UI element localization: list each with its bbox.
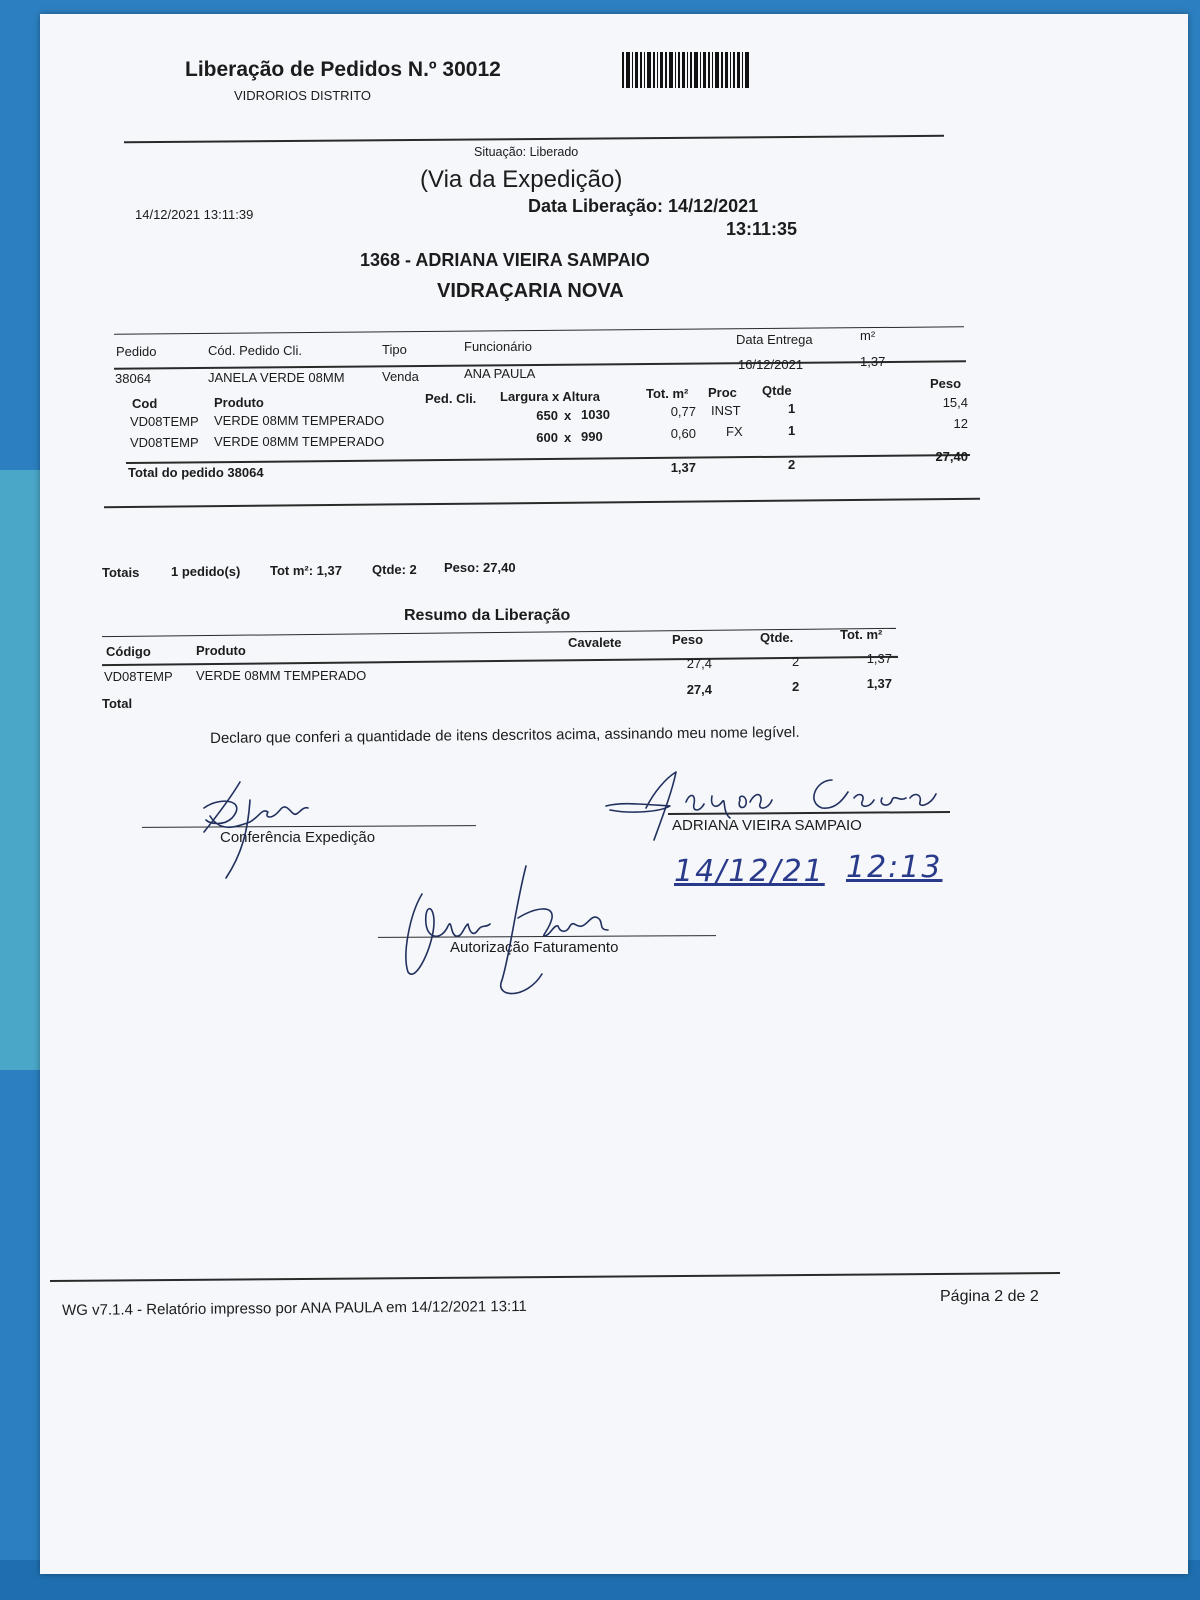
cliente-signature: [600, 762, 960, 852]
order-table-top-line: [114, 326, 964, 334]
col-pedido: Pedido: [116, 344, 157, 359]
order-m2: 1,37: [860, 354, 886, 369]
item-1-peso: 15,4: [942, 395, 968, 410]
summary-title: Resumo da Liberação: [404, 607, 571, 624]
col-cavalete: Cavalete: [568, 635, 622, 650]
item-2-tot-m2: 0,60: [670, 426, 696, 441]
col-produto: Produto: [214, 395, 264, 410]
order-total-qtde: 2: [788, 457, 796, 472]
footer-divider: [50, 1272, 1060, 1282]
summary-total-peso: 27,4: [686, 682, 712, 697]
item-1-qtde: 1: [788, 401, 796, 416]
col-cod: Cod: [132, 396, 158, 411]
summary-total-tot-m2: 1,37: [866, 676, 892, 691]
situation-label: Situação: Liberado: [474, 145, 579, 159]
order-employee: ANA PAULA: [464, 366, 536, 381]
autorizacao-label: Autorização Faturamento: [450, 939, 619, 956]
summary-row-produto: VERDE 08MM TEMPERADO: [196, 668, 367, 683]
page-number: Página 2 de 2: [940, 1288, 1039, 1305]
summary-total-qtde: 2: [792, 679, 800, 694]
summary-total-label: Total: [102, 696, 133, 711]
col-codigo: Código: [106, 644, 151, 659]
summary-row-peso: 27,4: [686, 656, 712, 671]
col-tot-m2: Tot. m²: [646, 386, 689, 401]
item-1-largura: 650: [536, 408, 558, 423]
handwritten-date: 14/12/21: [674, 854, 825, 889]
totals-qtde: Qtde: 2: [372, 562, 417, 577]
item-1-altura: 1030: [581, 407, 610, 422]
autorizacao-signature: [394, 864, 654, 1014]
document-title: Liberação de Pedidos N.º 30012: [185, 58, 501, 81]
item-1-x: x: [564, 408, 572, 423]
item-2-altura: 990: [581, 429, 603, 444]
item-1-tot-m2: 0,77: [670, 404, 696, 419]
order-type: Venda: [382, 369, 419, 384]
summary-row-codigo: VD08TEMP: [104, 669, 173, 684]
order-header-line: [114, 360, 966, 369]
col-tipo: Tipo: [382, 342, 407, 357]
item-1-produto: VERDE 08MM TEMPERADO: [214, 413, 385, 428]
col-summary-peso: Peso: [672, 632, 704, 647]
item-1-cod: VD08TEMP: [130, 414, 199, 429]
item-2-largura: 600: [536, 430, 558, 445]
item-2-qtde: 1: [788, 423, 796, 438]
col-cod-pedido-cli: Cód. Pedido Cli.: [208, 343, 302, 358]
col-data-entrega: Data Entrega: [736, 332, 813, 347]
order-total-label: Total do pedido 38064: [128, 465, 264, 480]
totals-peso: Peso: 27,40: [444, 560, 516, 575]
conferencia-signature: [190, 770, 330, 890]
col-summary-produto: Produto: [196, 643, 246, 658]
summary-row-tot-m2: 1,37: [866, 651, 892, 666]
handwritten-time: 12:13: [846, 850, 943, 885]
release-date: Data Liberação: 14/12/2021: [528, 196, 759, 216]
col-summary-qtde: Qtde.: [760, 630, 794, 645]
item-2-x: x: [564, 430, 572, 445]
totals-m2: Tot m²: 1,37: [270, 563, 342, 578]
totals-pedidos: 1 pedido(s): [171, 564, 241, 579]
client-company: VIDRAÇARIA NOVA: [437, 280, 624, 302]
col-funcionario: Funcionário: [464, 339, 532, 354]
totals-label: Totais: [102, 565, 140, 580]
copy-label: (Via da Expedição): [420, 166, 623, 193]
col-qtde: Qtde: [762, 383, 792, 398]
printed-datetime: 14/12/2021 13:11:39: [135, 207, 254, 222]
order-total-line: [126, 454, 970, 464]
barcode-icon: [622, 52, 764, 88]
declaration-text: Declaro que conferi a quantidade de itens descritos acima, assinando meu nome legível.: [210, 723, 800, 747]
order-number: 38064: [115, 371, 152, 386]
item-2-proc: FX: [726, 424, 743, 439]
document-page: [40, 14, 1188, 1574]
col-largura-altura: Largura x Altura: [500, 389, 600, 404]
col-summary-tot-m2: Tot. m²: [840, 627, 883, 642]
col-proc: Proc: [708, 385, 737, 400]
item-1-proc: INST: [711, 403, 741, 418]
client-name: 1368 - ADRIANA VIEIRA SAMPAIO: [360, 250, 650, 270]
col-peso: Peso: [930, 376, 962, 391]
item-2-peso: 12: [953, 416, 968, 431]
item-2-cod: VD08TEMP: [130, 435, 199, 450]
conferencia-label: Conferência Expedição: [220, 829, 376, 846]
header-divider: [124, 135, 944, 143]
order-delivery-date: 16/12/2021: [738, 357, 804, 372]
summary-row-qtde: 2: [792, 654, 800, 669]
item-2-produto: VERDE 08MM TEMPERADO: [214, 434, 385, 449]
col-ped-cli: Ped. Cli.: [425, 391, 477, 406]
footer-printed-by: WG v7.1.4 - Relatório impresso por ANA PAULA em 14/12/2021 13:11: [62, 1297, 527, 1319]
order-total-peso: 27,40: [935, 449, 968, 464]
company-name: VIDRORIOS DISTRITO: [234, 88, 371, 103]
order-end-line: [104, 498, 980, 508]
cliente-label: ADRIANA VIEIRA SAMPAIO: [672, 817, 862, 834]
release-time: 13:11:35: [726, 219, 798, 239]
order-total-m2: 1,37: [670, 460, 696, 475]
order-client-code: JANELA VERDE 08MM: [208, 370, 345, 385]
col-m2: m²: [860, 328, 876, 343]
